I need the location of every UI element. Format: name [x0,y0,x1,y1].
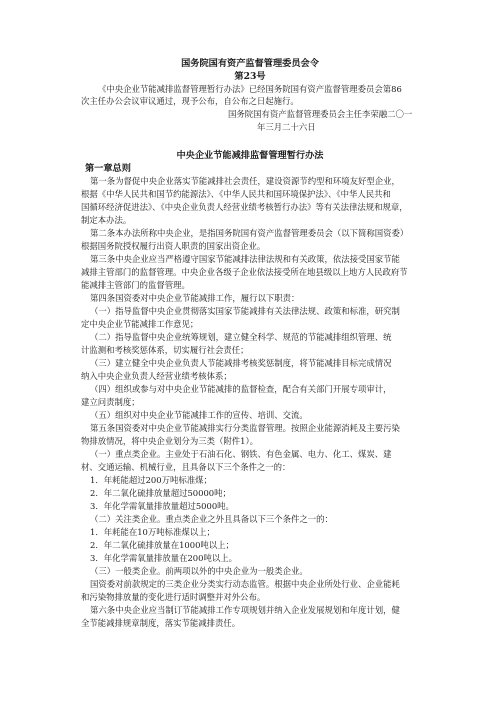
body-line: 第二条本办法所称中央企业，是指国务院国有资产监督管理委员会（以下简称国资委） [90,228,409,238]
body-line: 国资委对前款规定的三类企业分类实行动态监管。根据中央企业所处行业、企业能耗 [90,579,400,589]
body-line: 建立问责制度； [81,397,140,407]
body-line: 根据《中华人民共和国节约能源法》、《中华人民共和国环境保护法》、《中华人民共和 [81,189,391,199]
body-line: 3．年化学需氧量排放量超过5000吨。 [90,501,234,511]
body-line: 第六条中央企业应当制订节能减排工作专项规划并纳入企业发展规划和年度计划，健 [90,605,400,615]
body-line: 第一条为督促中央企业落实节能减排社会责任，建设资源节约型和环境友好型企业， [90,176,400,186]
body-line: （一）重点类企业。主业处于石油石化、钢铁、有色金属、电力、化工、煤炭、建 [90,449,392,459]
body-line: 第四条国资委对中央企业节能减排工作，履行以下职责： [90,293,300,303]
body-line: 全节能减排规章制度，落实节能减排责任。 [81,618,241,628]
body-line: 减排主管部门的监督管理。中央企业各级子企业依法接受所在地县级以上地方人民政府节 [81,267,408,277]
body-line: 制定本办法。 [81,215,132,225]
body-line: 3．年化学需氧量排放量在200吨以上。 [90,553,237,563]
chapter-heading: 第一章总则 [85,163,131,174]
body-line: 定中央企业节能减排工作意见； [81,319,199,329]
document-title: 中央企业节能减排监督管理暂行办法 [176,150,324,161]
body-line: （二）指导监督中央企业统筹规划，建立健全科学、规范的节能减排组织管理、统 [90,332,392,342]
date-line: 年三月二十六日 [257,122,316,132]
body-line: 纳入中央企业负责人经营业绩考核体系； [81,371,232,381]
body-line: 1．年耗能在10万吨标准煤以上； [90,527,215,537]
order-line: 次主任办公会议审议通过，现予公布，自公布之日起施行。 [81,96,299,106]
body-line: 材、交通运输、机械行业，且具备以下三个条件之一的： [81,462,291,472]
body-line: （三）建立健全中央企业负责人节能减排考核奖惩制度，将节能减排目标完成情况 [90,358,392,368]
order-line: 《中央企业节能减排监督管理暂行办法》已经国务院国有资产监督管理委员会第86 [98,84,402,94]
issuer-title: 国务院国有资产监督管理委员会令 [181,58,319,69]
order-number: 第23号 [234,71,266,82]
body-line: （三）一般类企业。前两项以外的中央企业为一般类企业。 [90,566,308,576]
body-line: （二）关注类企业。重点类企业之外且具备以下三个条件之一的： [90,514,333,524]
signature-line: 国务院国有资产监督管理委员会主任李荣融二〇一 [228,109,413,119]
body-line: （四）组织或参与对中央企业节能减排的监督检查，配合有关部门开展专项审计， [90,384,392,394]
body-line: （一）指导监督中央企业贯彻落实国家节能减排有关法律法规、政策和标准，研究制 [90,306,400,316]
body-line: 1．年耗能超过200万吨标准煤； [90,475,212,485]
body-line: 和污染物排放量的变化进行适时调整并对外公布。 [81,592,266,602]
body-line: 第五条国资委对中央企业节能减排实行分类监督管理。按照企业能源消耗及主要污染 [90,423,400,433]
body-line: 2．年二氧化硫排放量超过50000吨； [90,488,231,498]
body-line: 计监测和考核奖惩体系，切实履行社会责任； [81,345,249,355]
body-line: 第三条中央企业应当严格遵守国家节能减排法律法规和有关政策，依法接受国家节能 [90,254,400,264]
body-line: 能减排主管部门的监督管理。 [81,280,190,290]
body-line: 国循环经济促进法》、《中央企业负责人经营业绩考核暂行办法》等有关法律法规和规章， [81,202,408,212]
body-line: 物排放情况，将中央企业划分为三类（附件1）。 [81,436,259,446]
body-line: （五）组织对中央企业节能减排工作的宣传、培训、交流。 [90,410,308,420]
body-line: 2．年二氧化硫排放量在1000吨以上； [90,540,234,550]
body-line: 根据国务院授权履行出资人职责的国家出资企业。 [81,241,266,251]
